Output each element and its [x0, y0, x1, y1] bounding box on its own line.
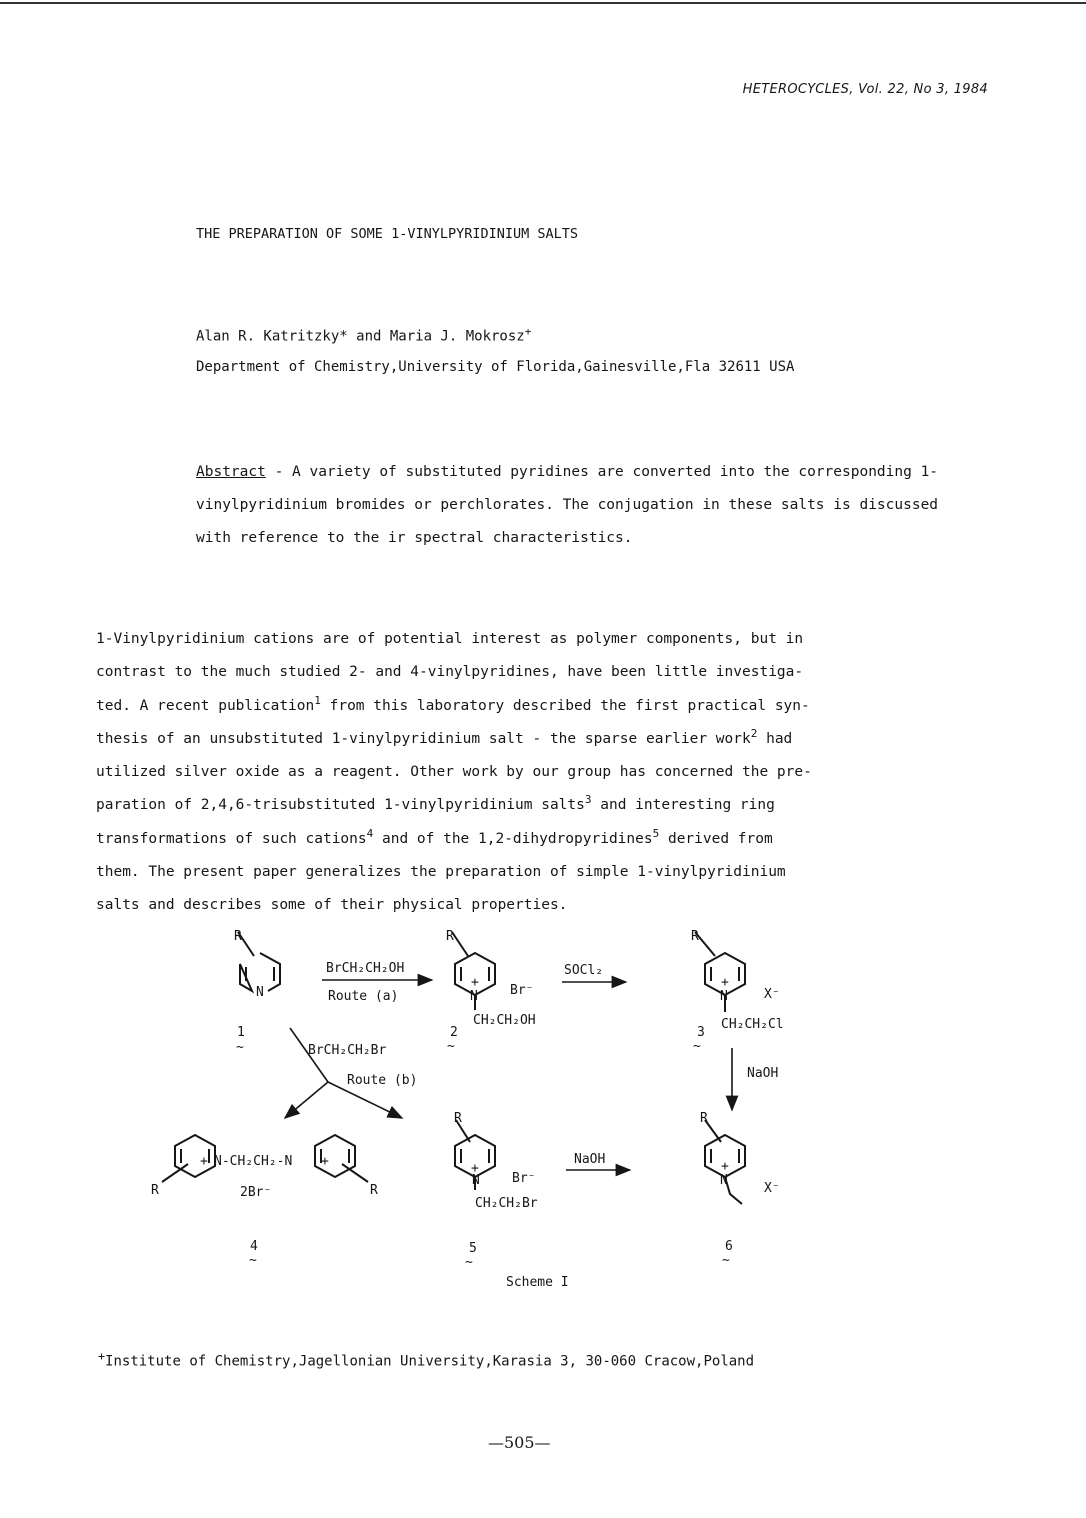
compound-number-1: 1	[237, 1025, 245, 1040]
top-rule	[0, 2, 1086, 4]
reagent-b: BrCH₂CH₂Br	[308, 1043, 387, 1058]
abstract	[196, 456, 946, 555]
compound-number-5: 5	[469, 1241, 477, 1256]
reference-mark: 1	[314, 693, 321, 707]
author-footnote-mark: +	[524, 325, 532, 338]
compound-tilde-2: ~	[447, 1039, 455, 1054]
compound-number-4: 4	[250, 1239, 258, 1254]
arrow-route-b-left	[285, 1082, 328, 1118]
ring-plus-3: +	[721, 975, 729, 990]
substituent-2: CH₂CH₂OH	[473, 1013, 536, 1028]
body-line: thesis of an unsubstituted 1-vinylpyridinium salt - the sparse earlier work$^2$ had	[96, 727, 793, 747]
compound-tilde-4: ~	[249, 1253, 257, 1268]
dibromide-4: 2Br⁻	[240, 1185, 272, 1200]
abstract-label: Abstract	[196, 464, 266, 480]
substituent-3: CH₂CH₂Cl	[721, 1017, 784, 1032]
r-substituent-2: R	[446, 929, 454, 944]
route-a-label: Route (a)	[328, 989, 399, 1004]
compound-number-6: 6	[725, 1239, 733, 1254]
abstract-text: - A variety of substituted pyridines are converted into the corresponding 1-vinylpyridinium bromides or perchlorates. The conjugation in these salts is discussed with reference to the ir spectral characteristics.	[196, 464, 939, 546]
reference-mark: 3	[584, 793, 592, 807]
body-line: salts and describes some of their physical properties.	[96, 897, 568, 914]
footnote	[98, 1349, 754, 1370]
footnote-mark: +	[98, 1349, 106, 1363]
x-anion-3: X⁻	[764, 987, 780, 1002]
reference-mark: 5	[652, 826, 660, 840]
compound-number-2: 2	[450, 1025, 458, 1040]
ring-nitrogen-5: N	[472, 1173, 480, 1188]
reaction-scheme	[130, 920, 830, 1300]
bromide-anion-5: Br⁻	[512, 1171, 536, 1186]
compound-tilde-1: ~	[236, 1040, 244, 1055]
x-anion-6: X⁻	[764, 1181, 780, 1196]
ring-plus-2: +	[471, 975, 479, 990]
reagent-socl2: SOCl₂	[564, 963, 604, 978]
r-substituent-4-right: R	[370, 1183, 378, 1198]
reagent-naoh-1: NaOH	[747, 1066, 779, 1081]
reference-mark: 2	[750, 727, 758, 741]
r-substituent-1: R	[234, 929, 242, 944]
ring-nitrogen-2: N	[470, 989, 478, 1004]
ring-plus-5: +	[471, 1161, 479, 1176]
route-b-label: Route (b)	[347, 1073, 418, 1088]
body-line: paration of 2,4,6-trisubstituted 1-vinylpyridinium salts$^3$ and interesting ring	[96, 793, 775, 814]
pyridine-ring-1	[238, 932, 280, 991]
compound-tilde-3: ~	[693, 1039, 701, 1054]
scheme-caption: Scheme I	[506, 1275, 569, 1290]
compound-number-3: 3	[697, 1025, 705, 1040]
bridge-4: N-CH₂CH₂-N	[214, 1154, 293, 1169]
body-line: utilized silver oxide as a reagent. Other work by our group has concerned the pre-	[96, 764, 812, 781]
body-line: ted. A recent publication$^1$ from this laboratory described the first practical syn-	[96, 693, 810, 714]
body-paragraph	[96, 623, 916, 923]
ring-nitrogen-6: N	[720, 1173, 728, 1188]
ring-plus-6: +	[721, 1159, 729, 1174]
body-line: contrast to the much studied 2- and 4-vinylpyridines, have been little investiga-	[96, 664, 804, 681]
ring-nitrogen-3: N	[720, 989, 728, 1004]
paper-title: THE PREPARATION OF SOME 1-VINYLPYRIDINIUM SALTS	[196, 226, 579, 242]
authors	[196, 325, 531, 345]
journal-header: HETEROCYCLES, Vol. 22, No 3, 1984	[742, 82, 988, 97]
reagent-a: BrCH₂CH₂OH	[326, 961, 405, 976]
reagent-naoh-2: NaOH	[574, 1152, 606, 1167]
page-number: —505—	[488, 1433, 551, 1452]
r-substituent-5: R	[454, 1111, 462, 1126]
compound-tilde-5: ~	[465, 1255, 473, 1270]
reference-mark: 4	[366, 826, 374, 840]
compound-tilde-6: ~	[722, 1253, 730, 1268]
r-substituent-3: R	[691, 929, 699, 944]
affiliation: Department of Chemistry,University of Florida,Gainesville,Fla 32611 USA	[196, 359, 795, 375]
body-line: 1-Vinylpyridinium cations are of potential interest as polymer components, but in	[96, 631, 804, 647]
substituent-5: CH₂CH₂Br	[475, 1196, 538, 1211]
ring-plus-4-right: +	[321, 1154, 329, 1169]
r-substituent-6: R	[700, 1111, 708, 1126]
footnote-text: Institute of Chemistry,Jagellonian University,Karasia 3, 30-060 Cracow,Poland	[105, 1353, 755, 1370]
ring-plus-4-left: +	[200, 1154, 208, 1169]
ring-nitrogen-1: N	[256, 985, 264, 1000]
author-names: Alan R. Katritzky* and Maria J. Mokrosz	[196, 328, 525, 345]
body-line: transformations of such cations$^4$ and of the 1,2-dihydropyridines$^5$ derived from	[96, 826, 773, 847]
r-substituent-4-left: R	[151, 1183, 159, 1198]
body-line: them. The present paper generalizes the preparation of simple 1-vinylpyridinium	[96, 864, 786, 881]
bromide-anion-2: Br⁻	[510, 983, 534, 998]
